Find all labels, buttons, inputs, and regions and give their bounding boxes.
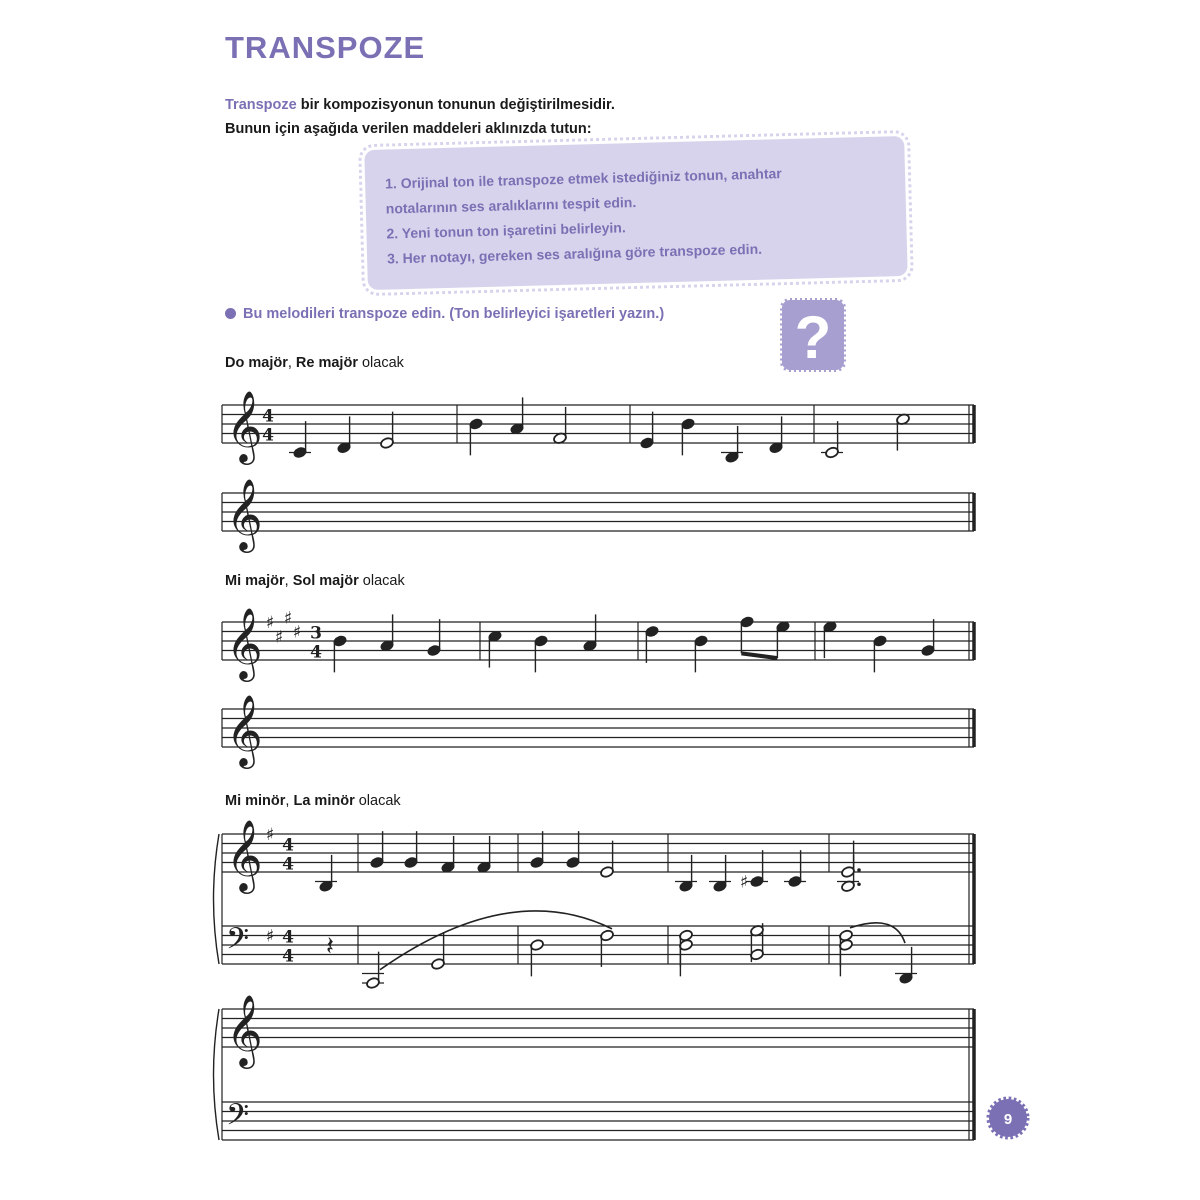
time-signature-bass-denominator: 4	[282, 946, 294, 967]
exercise-1-from: Do majör	[225, 355, 288, 371]
treble-clef-icon: 𝄞	[226, 605, 263, 679]
exercise-1-suffix: olacak	[357, 355, 404, 371]
key-sharp-icon: ♯	[265, 825, 275, 845]
note-beam	[741, 653, 777, 658]
time-signature-treble-numerator: 4	[282, 835, 294, 856]
svg-text:?: ?	[794, 304, 832, 371]
bass-clef-icon: 𝄢	[226, 1098, 250, 1140]
treble-clef-icon: 𝄞	[226, 992, 263, 1066]
intro-line-2: Bunun için aşağıda verilen maddeleri aklınızda tutun:	[225, 121, 592, 137]
exercise-2-from: Mi majör	[225, 573, 285, 589]
treble-clef-icon: 𝄞	[226, 817, 263, 891]
treble-clef-icon: 𝄞	[226, 476, 263, 550]
time-signature-numerator: 4	[262, 406, 274, 427]
exercise-3-from: Mi minör	[225, 793, 286, 809]
intro-highlight: Transpoze	[225, 97, 297, 113]
step-2: 2. Yeni tonun ton işaretini belirleyin.	[386, 219, 626, 242]
key-sharp-icon: ♯	[283, 608, 293, 629]
accidental-sharp-icon: ♯	[739, 872, 749, 893]
exercise-1-sep: ,	[287, 355, 296, 371]
treble-clef-icon: 𝄞	[226, 388, 263, 462]
key-sharp-icon: ♯	[274, 627, 284, 648]
prompt-text: Bu melodileri transpoze edin. (Ton belirleyici işaretleri yazın.)	[243, 306, 665, 322]
exercise-3-suffix: olacak	[354, 793, 401, 809]
exercise-2-sep: ,	[284, 573, 293, 589]
time-signature-denominator: 4	[262, 425, 274, 446]
quarter-rest-icon: 𝄽	[326, 931, 334, 962]
time-signature-treble-denominator: 4	[282, 854, 294, 875]
treble-clef-icon: 𝄞	[226, 692, 263, 766]
brace-icon	[214, 1009, 220, 1140]
time-signature-bass-numerator: 4	[282, 927, 294, 948]
note-dot	[857, 882, 861, 886]
key-sharp-icon: ♯	[265, 613, 275, 633]
key-sharp-icon: ♯	[292, 622, 302, 643]
step-3: 3. Her notayı, gereken ses aralığına göre transpoze edin.	[386, 240, 763, 267]
intro-line-1-rest: bir kompozisyonun tonunun değiştirilmesidir.	[296, 97, 615, 113]
bass-clef-icon: 𝄢	[226, 922, 250, 964]
key-sharp-icon: ♯	[265, 926, 275, 947]
page-number: 9	[1003, 1111, 1013, 1128]
step-1-cont: notalarının ses aralıklarını tespit edin.	[385, 193, 637, 217]
page-number-badge	[986, 1096, 1030, 1140]
exercise-2-to: Sol majör	[292, 573, 359, 589]
note-dot	[857, 868, 861, 872]
exercise-1-to: Re majör	[295, 355, 358, 371]
page-title: TRANSPOZE	[225, 30, 426, 65]
time-signature-denominator: 4	[310, 642, 322, 663]
slur	[380, 911, 612, 970]
time-signature-numerator: 3	[310, 623, 322, 644]
step-1: 1. Orijinal ton ile transpoze etmek istediğiniz tonun, anahtar	[384, 165, 782, 192]
exercise-3-sep: ,	[285, 793, 294, 809]
brace-icon	[214, 834, 220, 964]
exercise-2-suffix: olacak	[358, 573, 405, 589]
exercise-3-to: La minör	[293, 793, 355, 809]
